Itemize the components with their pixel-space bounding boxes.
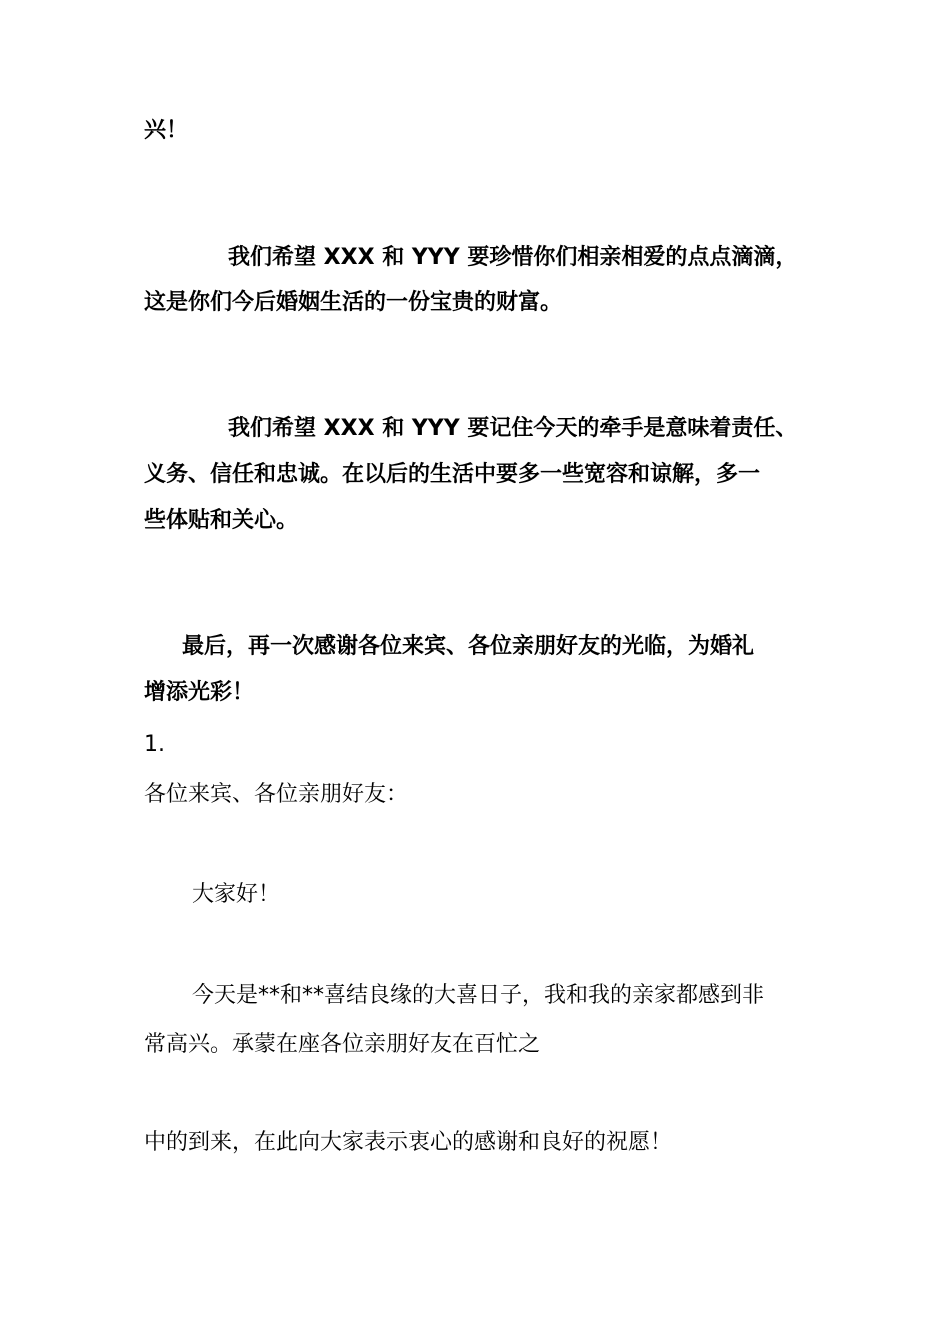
paragraph-line: 最后，再一次感谢各位来宾、各位亲朋好友的光临，为婚礼 bbox=[182, 634, 755, 659]
paragraph-line: 中的到来，在此向大家表示衷心的感谢和良好的祝愿！ bbox=[144, 1130, 673, 1155]
paragraph-line: 我们希望 XXX 和 YYY 要记住今天的牵手是意味着责任、 bbox=[228, 416, 798, 441]
paragraph-line: 常高兴。承蒙在座各位亲朋好友在百忙之 bbox=[144, 1032, 541, 1057]
paragraph-line: 增添光彩！ bbox=[144, 680, 255, 705]
paragraph-line: 今天是**和**喜结良缘的大喜日子，我和我的亲家都感到非 bbox=[192, 983, 765, 1008]
paragraph-line: 这是你们今后婚姻生活的一份宝贵的财富。 bbox=[144, 290, 563, 315]
paragraph-line: 些体贴和关心。 bbox=[144, 508, 299, 533]
greeting: 大家好！ bbox=[192, 882, 281, 907]
section-number: 1. bbox=[144, 732, 165, 757]
paragraph-line: 我们希望 XXX 和 YYY 要珍惜你们相亲相爱的点点滴滴， bbox=[228, 245, 798, 270]
paragraph-line: 义务、信任和忠诚。在以后的生活中要多一些宽容和谅解，多一 bbox=[144, 462, 761, 487]
salutation: 各位来宾、各位亲朋好友： bbox=[144, 782, 409, 807]
paragraph-line: 兴！ bbox=[144, 118, 189, 143]
